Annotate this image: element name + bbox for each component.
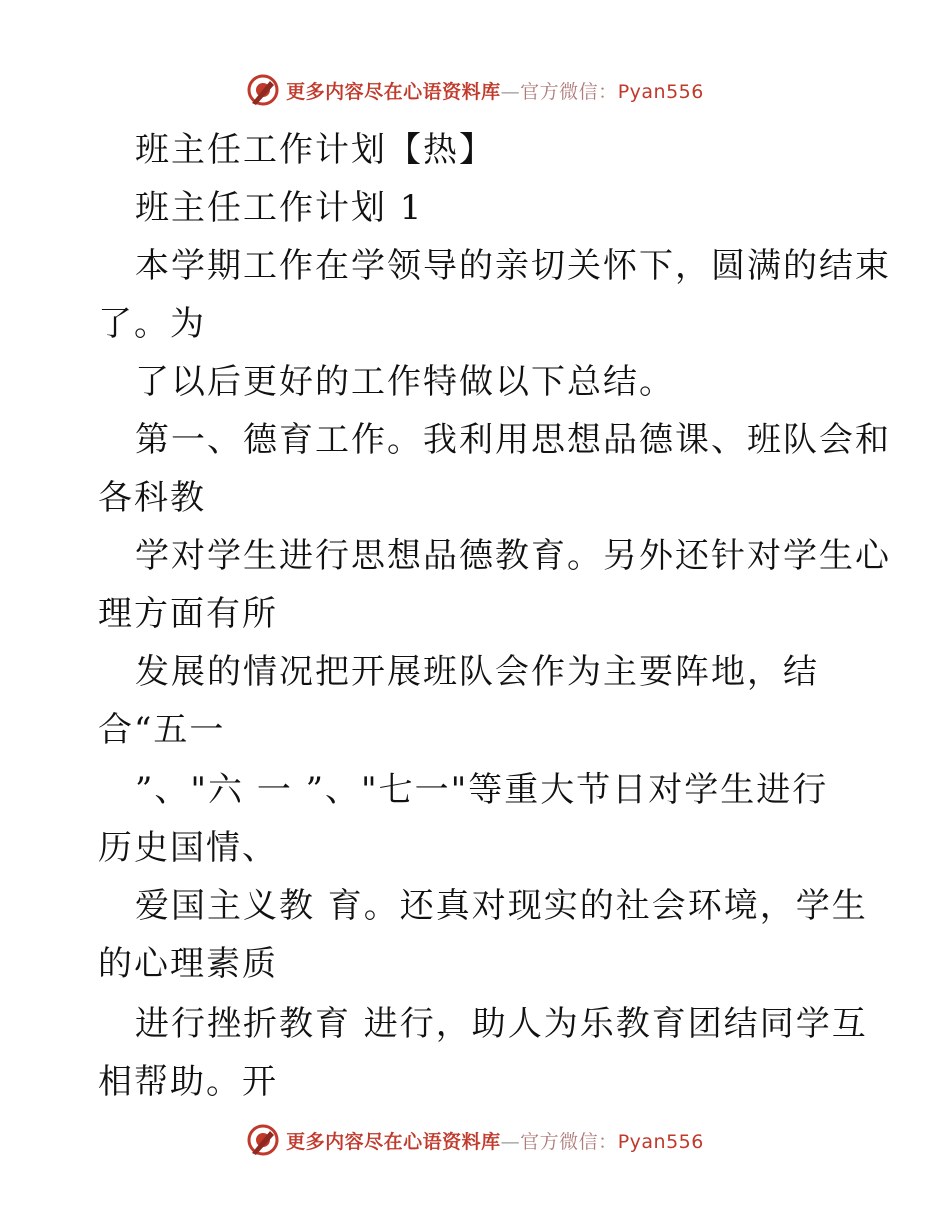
paragraph-line: 合“五一 bbox=[98, 710, 226, 750]
banner-account: Pyan556 bbox=[617, 1130, 704, 1153]
banner-text bbox=[286, 77, 704, 104]
paragraph-line: 学对学生进行思想品德教育。另外还针对学生心 bbox=[135, 536, 891, 576]
paragraph-line: 了以后更好的工作特做以下总结。 bbox=[135, 362, 675, 402]
paragraph-line: 进行挫折教育 进行，助人为乐教育团结同学互 bbox=[135, 1004, 868, 1044]
banner-dash: — bbox=[500, 80, 521, 103]
paragraph-line: 爱国主义教 育。还真对现实的社会环境，学生 bbox=[135, 886, 868, 926]
paragraph-line: 第一、德育工作。我利用思想品德课、班队会和 bbox=[135, 420, 891, 460]
paragraph-line: 了。为 bbox=[98, 304, 206, 344]
document-subtitle: 班主任工作计划 1 bbox=[135, 188, 424, 228]
paragraph-line: 历史国情、 bbox=[98, 828, 278, 868]
document-title: 班主任工作计划【热】 bbox=[135, 130, 495, 170]
paragraph-line: 本学期工作在学领导的亲切关怀下，圆满的结束 bbox=[135, 246, 891, 286]
banner-dash: — bbox=[500, 1130, 521, 1153]
banner-main: 更多内容尽在心语资料库 bbox=[286, 80, 501, 103]
banner-wechat-label: 官方微信： bbox=[520, 1130, 618, 1153]
paragraph-line: 相帮助。开 bbox=[98, 1062, 278, 1102]
paragraph-line: 各科教 bbox=[98, 478, 206, 518]
pen-logo-icon bbox=[246, 73, 280, 107]
paragraph-line: 的心理素质 bbox=[98, 944, 278, 984]
banner-text bbox=[286, 1127, 704, 1154]
paragraph-line: ”、"六 一 ”、"七一"等重大节日对学生进行 bbox=[135, 770, 829, 810]
paragraph-line: 发展的情况把开展班队会作为主要阵地，结 bbox=[135, 652, 819, 692]
footer-banner bbox=[0, 1120, 950, 1160]
paragraph-line: 理方面有所 bbox=[98, 594, 278, 634]
banner-wechat-label: 官方微信： bbox=[520, 80, 618, 103]
header-banner bbox=[0, 70, 950, 110]
banner-account: Pyan556 bbox=[617, 80, 704, 103]
banner-main: 更多内容尽在心语资料库 bbox=[286, 1130, 501, 1153]
pen-logo-icon bbox=[246, 1123, 280, 1157]
